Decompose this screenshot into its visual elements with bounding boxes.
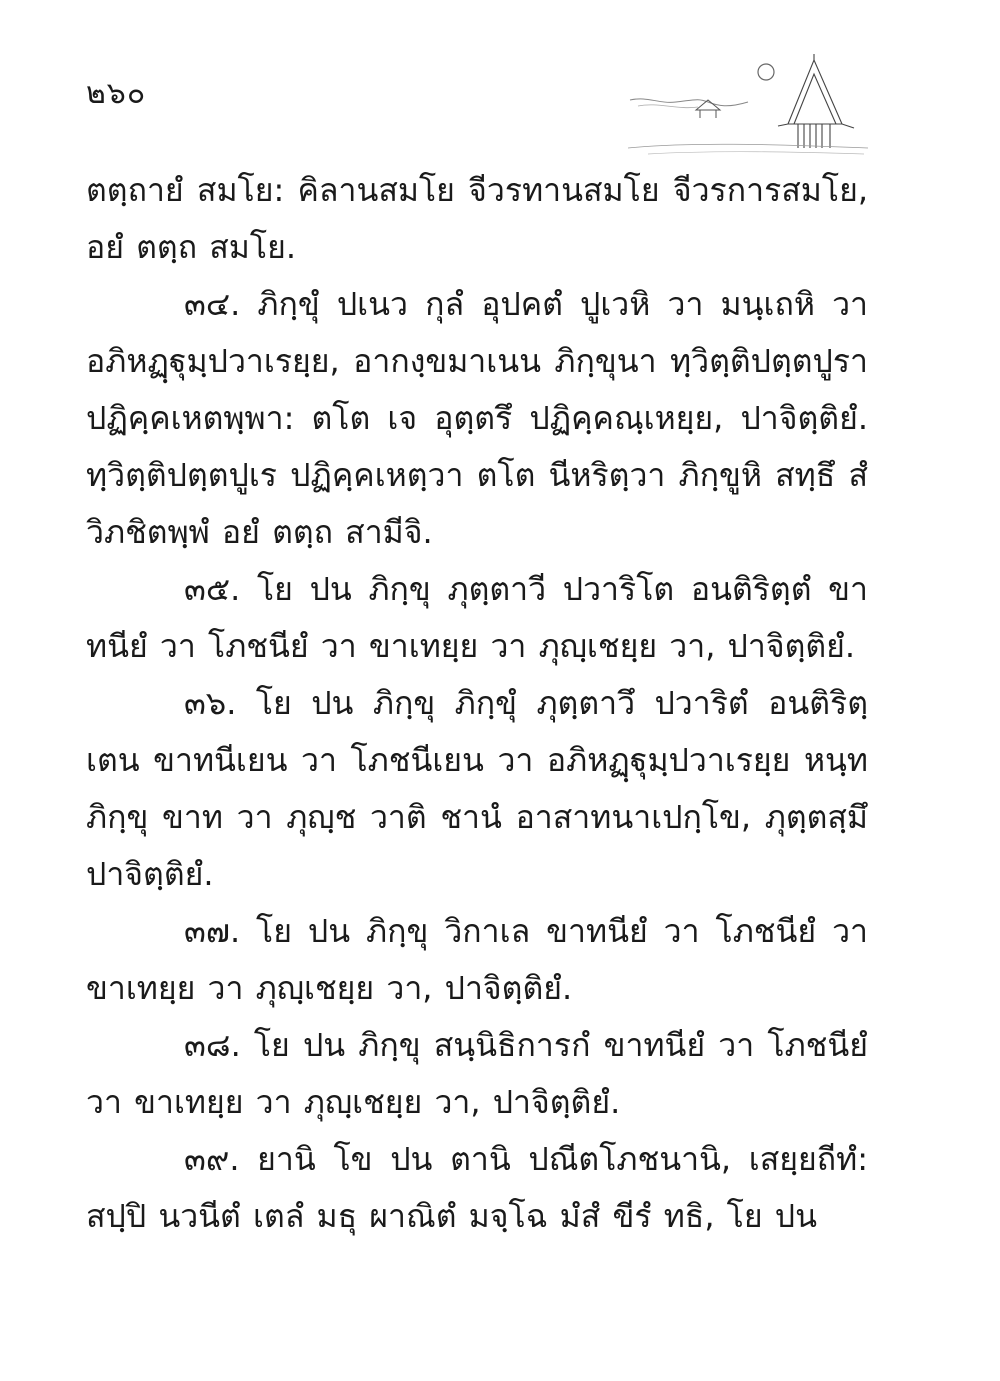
paragraph-38: ๓๘. โย ปน ภิกฺขุ สนฺนิธิการกํ ขาทนียํ วา โภชนียํ วา ขาเทยฺย วา ภุญฺเชยฺย วา, ปาจิตฺติยํ. <box>86 1026 868 1121</box>
main-text <box>86 162 868 1245</box>
temple-roof-icon <box>778 54 854 148</box>
paragraph-continuation: ตตฺถายํ สมโย: คิลานสมโย จีวรทานสมโย จีวรการสมโย, อยํ ตตฺถ สมโย. <box>86 171 868 266</box>
moon-icon <box>758 64 774 80</box>
paragraph-34: ๓๔. ภิกฺขุํ ปเนว กุลํ อุปคตํ ปูเวหิ วา มนฺเถหิ วา อภิหฏฺฐุมฺปวาเรยฺย, อากงฺขมาเนน ภิกฺขุนา ทฺวิตฺติปตฺตปูรา ปฏิคฺคเหตพฺพา: ตโต เจ อุตฺตรึ ปฏิคฺคณฺเหยฺย, ปาจิตฺติยํ. ทฺวิตฺติปตฺตปูเร ปฏิคฺคเหตฺวา ตโต นีหริตฺวา ภิกฺขูหิ สทฺธึ สํวิภชิตพฺพํ อยํ ตตฺถ สามีจิ. <box>86 285 868 551</box>
page-number: ๒๖๐ <box>86 76 147 111</box>
small-pavilion-icon <box>696 100 720 118</box>
paragraph-36: ๓๖. โย ปน ภิกฺขุ ภิกฺขุํ ภุตฺตาวึ ปวาริตํ อนติริตฺเตน ขาทนีเยน วา โภชนีเยน วา อภิหฏฺฐุมฺปวาเรยฺย หนฺท ภิกฺขุ ขาท วา ภุญฺช วาติ ชานํ อาสาทนาเปกฺโข, ภุตฺตสฺมึ ปาจิตฺติยํ. <box>86 684 868 893</box>
paragraph-35: ๓๕. โย ปน ภิกฺขุ ภุตฺตาวี ปวาริโต อนติริตฺตํ ขาทนียํ วา โภชนียํ วา ขาเทยฺย วา ภุญฺเชยฺย วา, ปาจิตฺติยํ. <box>86 570 868 665</box>
paragraph-37: ๓๗. โย ปน ภิกฺขุ วิกาเล ขาทนียํ วา โภชนียํ วา ขาเทยฺย วา ภุญฺเชยฺย วา, ปาจิตฺติยํ. <box>86 912 868 1007</box>
temple-landscape-illustration <box>628 52 868 156</box>
paragraph-39: ๓๙. ยานิ โข ปน ตานิ ปณีตโภชนานิ, เสยฺยถีทํ: สปฺปิ นวนีตํ เตลํ มธุ ผาณิตํ มจฺโฉ มํสํ ขีรํ ทธิ, โย ปน <box>86 1140 868 1235</box>
